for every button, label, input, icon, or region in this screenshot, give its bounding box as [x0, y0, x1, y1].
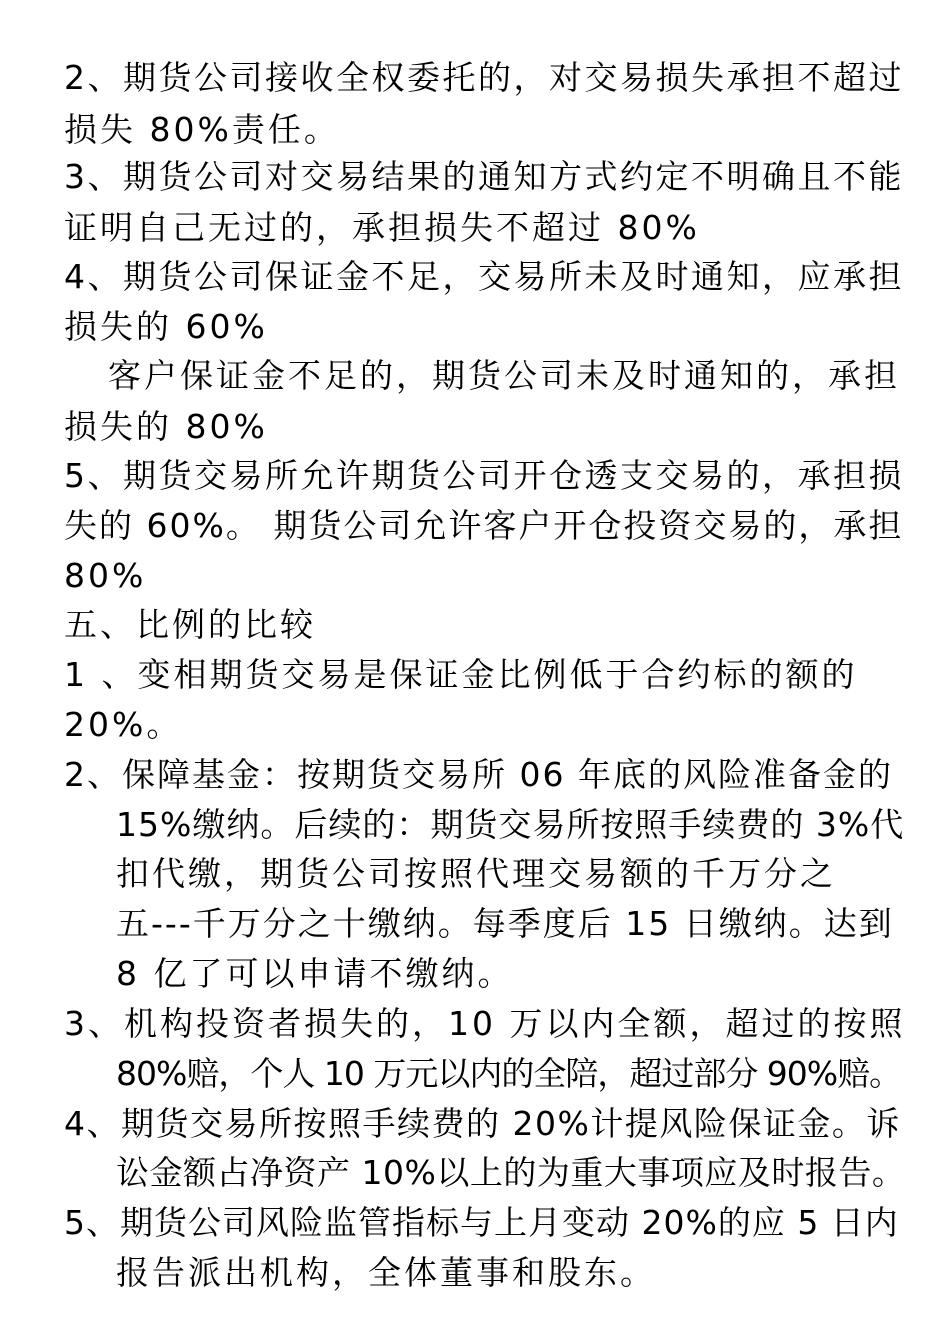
text-line: 80% — [64, 556, 147, 595]
text-line: 80%赔，个人 10 万元以内的全陪，超过部分 90%赔。 — [116, 1054, 902, 1093]
text-line: 4、期货交易所按照手续费的 20%计提风险保证金。诉 — [64, 1104, 901, 1143]
text-line: 20%。 — [64, 705, 183, 744]
text-line: 8 亿了可以申请不缴纳。 — [116, 954, 514, 993]
text-line: 证明自己无过的，承担损失不超过 80% — [64, 208, 700, 247]
section-heading: 五、比例的比较 — [64, 605, 316, 644]
text-line: 损失的 80% — [64, 407, 268, 446]
text-line: 五---千万分之十缴纳。每季度后 15 日缴纳。达到 — [116, 904, 894, 943]
text-line: 讼金额占净资产 10%以上的为重大事项应及时报告。 — [116, 1153, 906, 1192]
text-line: 3、机构投资者损失的，10 万以内全额，超过的按照 — [64, 1004, 906, 1043]
text-line: 5、期货交易所允许期货公司开仓透支交易的，承担损 — [64, 456, 904, 495]
text-line: 4、期货公司保证金不足，交易所未及时通知，应承担 — [64, 257, 904, 296]
text-line: 损失 80%责任。 — [64, 110, 340, 149]
text-line: 2、期货公司接收全权委托的，对交易损失承担不超过 — [64, 58, 904, 97]
text-line: 损失的 60% — [64, 307, 268, 346]
text-line: 扣代缴，期货公司按照代理交易额的千万分之 — [116, 854, 836, 893]
text-line: 5、期货公司风险监管指标与上月变动 20%的应 5 日内 — [64, 1203, 899, 1242]
text-line: 2、保障基金：按期货交易所 06 年底的风险准备金的 — [64, 755, 893, 794]
text-line: 客户保证金不足的，期货公司未及时通知的，承担 — [108, 356, 900, 395]
text-line: 1 、变相期货交易是保证金比例低于合约标的额的 — [64, 655, 858, 694]
text-line: 15%缴纳。后续的：期货交易所按照手续费的 3%代 — [116, 805, 905, 844]
text-line: 失的 60%。 期货公司允许客户开仓投资交易的，承担 — [64, 506, 904, 545]
text-line: 3、期货公司对交易结果的通知方式约定不明确且不能 — [64, 157, 904, 196]
text-line: 报告派出机构，全体董事和股东。 — [116, 1253, 656, 1292]
